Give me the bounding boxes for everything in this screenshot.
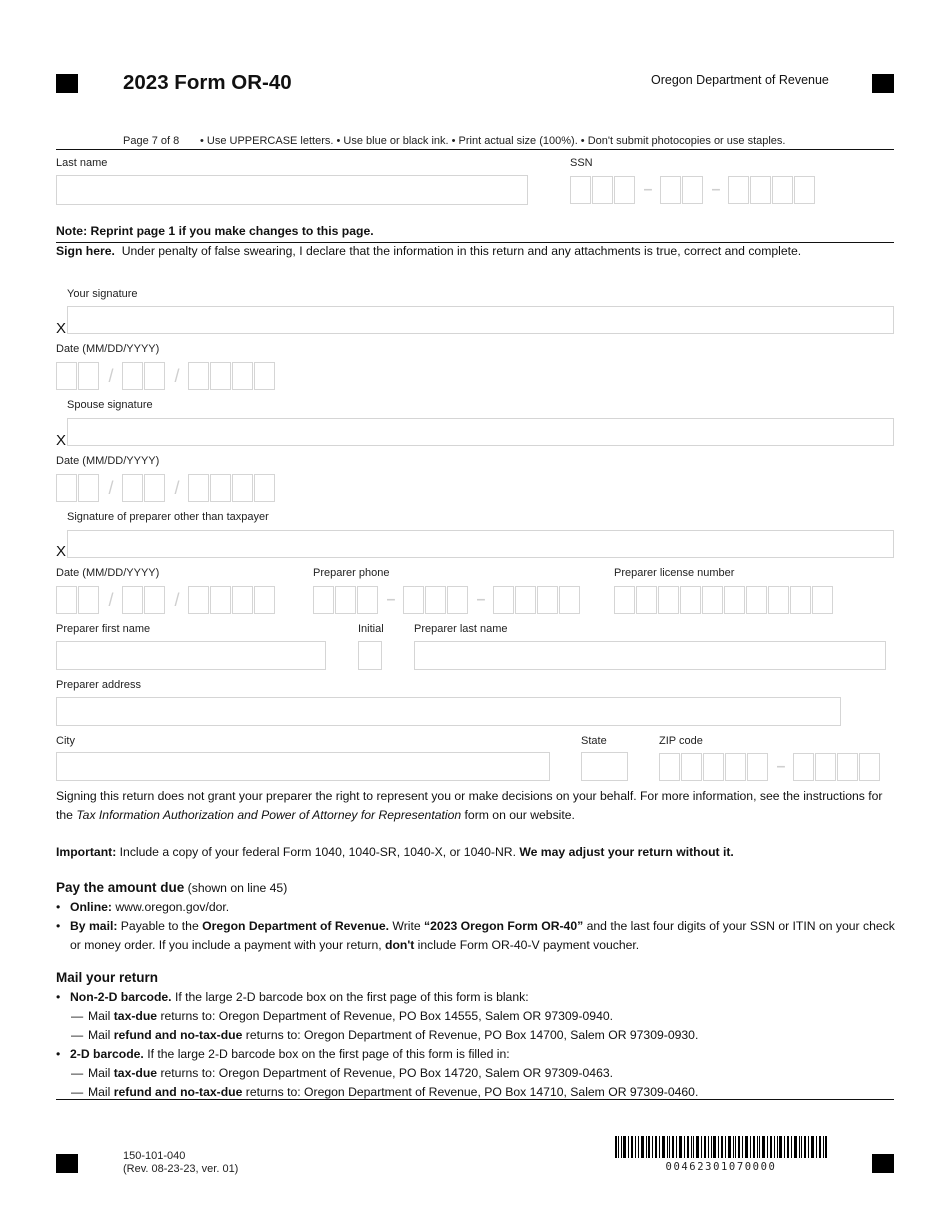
phone-cell[interactable] — [313, 586, 334, 614]
phone-cell[interactable] — [357, 586, 378, 614]
phone-cell[interactable] — [425, 586, 446, 614]
pay-online-text: www.oregon.gov/dor. — [111, 900, 230, 914]
your-date-input[interactable] — [56, 361, 276, 391]
zip-cell[interactable] — [681, 753, 702, 781]
ssn-separator: – — [711, 181, 721, 198]
preparer-phone-input[interactable] — [313, 585, 581, 615]
barcode-number: 00462301070000 — [665, 1161, 777, 1173]
preparer-initial-input[interactable] — [358, 641, 382, 670]
preparer-date-input[interactable] — [56, 585, 276, 615]
important-lead: Important: — [56, 845, 117, 859]
mail-return-heading: Mail your return — [56, 970, 159, 985]
non-2d-text: If the large 2-D barcode box on the first page of this form is blank: — [171, 990, 529, 1004]
address-bold: tax-due — [113, 1066, 158, 1080]
license-cell[interactable] — [724, 586, 745, 614]
important-bold-end: We may adjust your return without it. — [519, 845, 734, 859]
disclaimer-text-2: form on our website. — [461, 808, 575, 822]
license-cell[interactable] — [812, 586, 833, 614]
date-cell[interactable] — [210, 474, 231, 502]
phone-cell[interactable] — [335, 586, 356, 614]
date-cell[interactable] — [188, 474, 209, 502]
pay-online-lead: Online: — [70, 900, 112, 914]
preparer-signature-label: Signature of preparer other than taxpayer — [67, 511, 269, 523]
your-date-label: Date (MM/DD/YYYY) — [56, 343, 160, 355]
license-cell[interactable] — [636, 586, 657, 614]
preparer-last-name-label: Preparer last name — [414, 623, 508, 635]
zip-cell[interactable] — [815, 753, 836, 781]
date-cell[interactable] — [254, 362, 275, 390]
preparer-first-name-label: Preparer first name — [56, 623, 151, 635]
pay-mail-bold: “2023 Oregon Form OR-40” — [424, 919, 584, 933]
last-name-input[interactable] — [56, 175, 528, 205]
city-input[interactable] — [56, 752, 550, 781]
your-signature-input[interactable] — [67, 306, 894, 334]
ssn-cell[interactable] — [794, 176, 815, 204]
address-text: Mail — [88, 1028, 114, 1042]
preparer-address-input[interactable] — [56, 697, 841, 726]
ssn-label: SSN — [570, 157, 593, 169]
license-cell[interactable] — [680, 586, 701, 614]
license-cell[interactable] — [790, 586, 811, 614]
ssn-cell[interactable] — [728, 176, 749, 204]
sign-here-lead: Sign here. — [56, 244, 115, 258]
registration-mark-top-right — [872, 74, 894, 93]
phone-cell[interactable] — [559, 586, 580, 614]
ssn-cell[interactable] — [660, 176, 681, 204]
preparer-license-label: Preparer license number — [614, 567, 735, 579]
phone-cell[interactable] — [447, 586, 468, 614]
license-cell[interactable] — [702, 586, 723, 614]
spouse-date-input[interactable] — [56, 473, 276, 503]
zip-cell[interactable] — [793, 753, 814, 781]
license-cell[interactable] — [768, 586, 789, 614]
last-name-label: Last name — [56, 157, 108, 169]
date-cell[interactable] — [144, 586, 165, 614]
zip-cell[interactable] — [747, 753, 768, 781]
date-cell[interactable] — [144, 474, 165, 502]
zip-cell[interactable] — [725, 753, 746, 781]
pay-mail-bold: Oregon Department of Revenue. — [202, 919, 390, 933]
date-cell[interactable] — [78, 586, 99, 614]
spouse-date-label: Date (MM/DD/YYYY) — [56, 455, 160, 467]
pay-methods — [56, 898, 901, 955]
date-cell[interactable] — [232, 362, 253, 390]
pay-section-heading — [56, 880, 287, 895]
pay-mail-lead: By mail: — [70, 919, 118, 933]
date-cell[interactable] — [56, 474, 77, 502]
date-cell[interactable] — [188, 362, 209, 390]
pay-subtitle: (shown on line 45) — [184, 881, 288, 895]
date-cell[interactable] — [122, 362, 143, 390]
date-slash: / — [108, 365, 114, 386]
preparer-first-name-input[interactable] — [56, 641, 326, 670]
preparer-date-label: Date (MM/DD/YYYY) — [56, 567, 160, 579]
date-cell[interactable] — [210, 586, 231, 614]
preparer-initial-label: Initial — [358, 623, 384, 635]
ssn-cell[interactable] — [592, 176, 613, 204]
preparer-phone-label: Preparer phone — [313, 567, 390, 579]
date-cell[interactable] — [122, 586, 143, 614]
registration-mark-top-left — [56, 74, 78, 93]
date-slash: / — [174, 589, 180, 610]
pay-title: Pay the amount due — [56, 880, 185, 895]
zip-cell[interactable] — [837, 753, 858, 781]
address-text: Mail — [88, 1085, 114, 1099]
preparer-signature-x: X — [56, 543, 67, 560]
date-cell[interactable] — [78, 474, 99, 502]
preparer-disclaimer — [56, 787, 901, 825]
address-bold: tax-due — [113, 1009, 158, 1023]
non-2d-barcode-item — [56, 988, 901, 1007]
2d-lead: 2-D barcode. — [70, 1047, 144, 1061]
important-note — [56, 843, 901, 862]
date-cell[interactable] — [122, 474, 143, 502]
address-bold: refund and no-tax-due — [113, 1028, 243, 1042]
state-label: State — [581, 735, 607, 747]
ssn-cell[interactable] — [614, 176, 635, 204]
agency-name: Oregon Department of Revenue — [651, 73, 829, 87]
ssn-separator: – — [643, 181, 653, 198]
address-bold: refund and no-tax-due — [113, 1085, 243, 1099]
state-input[interactable] — [581, 752, 628, 781]
date-cell[interactable] — [144, 362, 165, 390]
your-signature-label: Your signature — [67, 288, 138, 300]
pay-online-item — [56, 898, 901, 917]
address-text: Mail — [88, 1009, 114, 1023]
spouse-signature-label: Spouse signature — [67, 399, 153, 411]
license-cell[interactable] — [658, 586, 679, 614]
your-signature-x: X — [56, 320, 67, 337]
address-text: returns to: Oregon Department of Revenue, PO Box 14555, Salem OR 97309-0940. — [157, 1009, 614, 1023]
ssn-cell[interactable] — [750, 176, 771, 204]
address-text: returns to: Oregon Department of Revenue, PO Box 14700, Salem OR 97309-0930. — [242, 1028, 699, 1042]
date-slash: / — [174, 477, 180, 498]
date-cell[interactable] — [254, 586, 275, 614]
zip-input[interactable] — [659, 752, 881, 782]
barcode-image — [615, 1136, 827, 1158]
date-cell[interactable] — [56, 586, 77, 614]
ssn-input[interactable] — [570, 175, 816, 205]
disclaimer-form-name: Tax Information Authorization and Power of Attorney for Representation — [76, 808, 462, 822]
header-rule — [56, 149, 894, 150]
zip-label: ZIP code — [659, 735, 703, 747]
phone-cell[interactable] — [403, 586, 424, 614]
city-label: City — [56, 735, 75, 747]
registration-mark-bottom-right — [872, 1154, 894, 1173]
pay-mail-bold: don't — [385, 938, 415, 952]
zip-cell[interactable] — [659, 753, 680, 781]
date-slash: / — [174, 365, 180, 386]
zip-cell[interactable] — [859, 753, 880, 781]
zip-separator: – — [776, 758, 786, 775]
2d-text: If the large 2-D barcode box on the first page of this form is filled in: — [143, 1047, 510, 1061]
preparer-last-name-input[interactable] — [414, 641, 886, 670]
pay-mail-text: include Form OR-40-V payment voucher. — [414, 938, 640, 952]
date-cell[interactable] — [254, 474, 275, 502]
phone-cell[interactable] — [493, 586, 514, 614]
spouse-signature-x: X — [56, 432, 67, 449]
reprint-note: Note: Reprint page 1 if you make changes to this page. — [56, 224, 374, 238]
license-cell[interactable] — [614, 586, 635, 614]
pay-mail-text: Payable to the — [117, 919, 203, 933]
preparer-license-input[interactable] — [614, 585, 834, 615]
footer-rule — [56, 1099, 894, 1100]
sign-here-declaration — [56, 244, 906, 258]
date-cell[interactable] — [210, 362, 231, 390]
declaration-rule — [56, 242, 894, 243]
disclaimer-text-1: Signing this return does not grant your preparer the right to represent you or make decisions on your behalf. For more information, see the instructions for the — [56, 789, 883, 822]
date-slash: / — [108, 589, 114, 610]
address-text: Mail — [88, 1066, 114, 1080]
sign-here-text: Under penalty of false swearing, I declare that the information in this return and any attachments is true, correct and complete. — [121, 244, 802, 258]
date-cell[interactable] — [188, 586, 209, 614]
pay-mail-text: Write — [389, 919, 425, 933]
address-text: returns to: Oregon Department of Revenue, PO Box 14720, Salem OR 97309-0463. — [157, 1066, 614, 1080]
date-cell[interactable] — [232, 586, 253, 614]
license-cell[interactable] — [746, 586, 767, 614]
form-instructions: • Use UPPERCASE letters. • Use blue or black ink. • Print actual size (100%). • Don't submit photocopies or use staples. — [200, 135, 786, 147]
form-revision: (Rev. 08-23-23, ver. 01) — [123, 1163, 239, 1175]
form-title: 2023 Form OR-40 — [123, 71, 292, 94]
form-number: 150-101-040 — [123, 1150, 186, 1162]
date-cell[interactable] — [56, 362, 77, 390]
phone-cell[interactable] — [537, 586, 558, 614]
non-2d-refund-address — [56, 1026, 901, 1045]
non-2d-tax-due-address — [56, 1007, 901, 1026]
date-cell[interactable] — [78, 362, 99, 390]
spouse-signature-input[interactable] — [67, 418, 894, 446]
pay-mail-item — [56, 917, 901, 955]
phone-cell[interactable] — [515, 586, 536, 614]
zip-cell[interactable] — [703, 753, 724, 781]
mail-return-list — [56, 988, 901, 1102]
date-slash: / — [108, 477, 114, 498]
pay-mail-text: and the last four digits of your SSN or ITIN on your check or money order. If you include a payment with your return, — [70, 919, 895, 952]
preparer-address-label: Preparer address — [56, 679, 141, 691]
date-cell[interactable] — [232, 474, 253, 502]
2d-barcode-item — [56, 1045, 901, 1064]
ssn-cell[interactable] — [682, 176, 703, 204]
address-text: returns to: Oregon Department of Revenue, PO Box 14710, Salem OR 97309-0460. — [242, 1085, 699, 1099]
non-2d-lead: Non-2-D barcode. — [70, 990, 172, 1004]
important-text: Include a copy of your federal Form 1040, 1040-SR, 1040-X, or 1040-NR. — [116, 845, 520, 859]
preparer-signature-input[interactable] — [67, 530, 894, 558]
registration-mark-bottom-left — [56, 1154, 78, 1173]
ssn-cell[interactable] — [570, 176, 591, 204]
2d-tax-due-address — [56, 1064, 901, 1083]
ssn-cell[interactable] — [772, 176, 793, 204]
phone-separator: – — [386, 591, 396, 608]
phone-separator: – — [476, 591, 486, 608]
page-number: Page 7 of 8 — [123, 135, 180, 147]
